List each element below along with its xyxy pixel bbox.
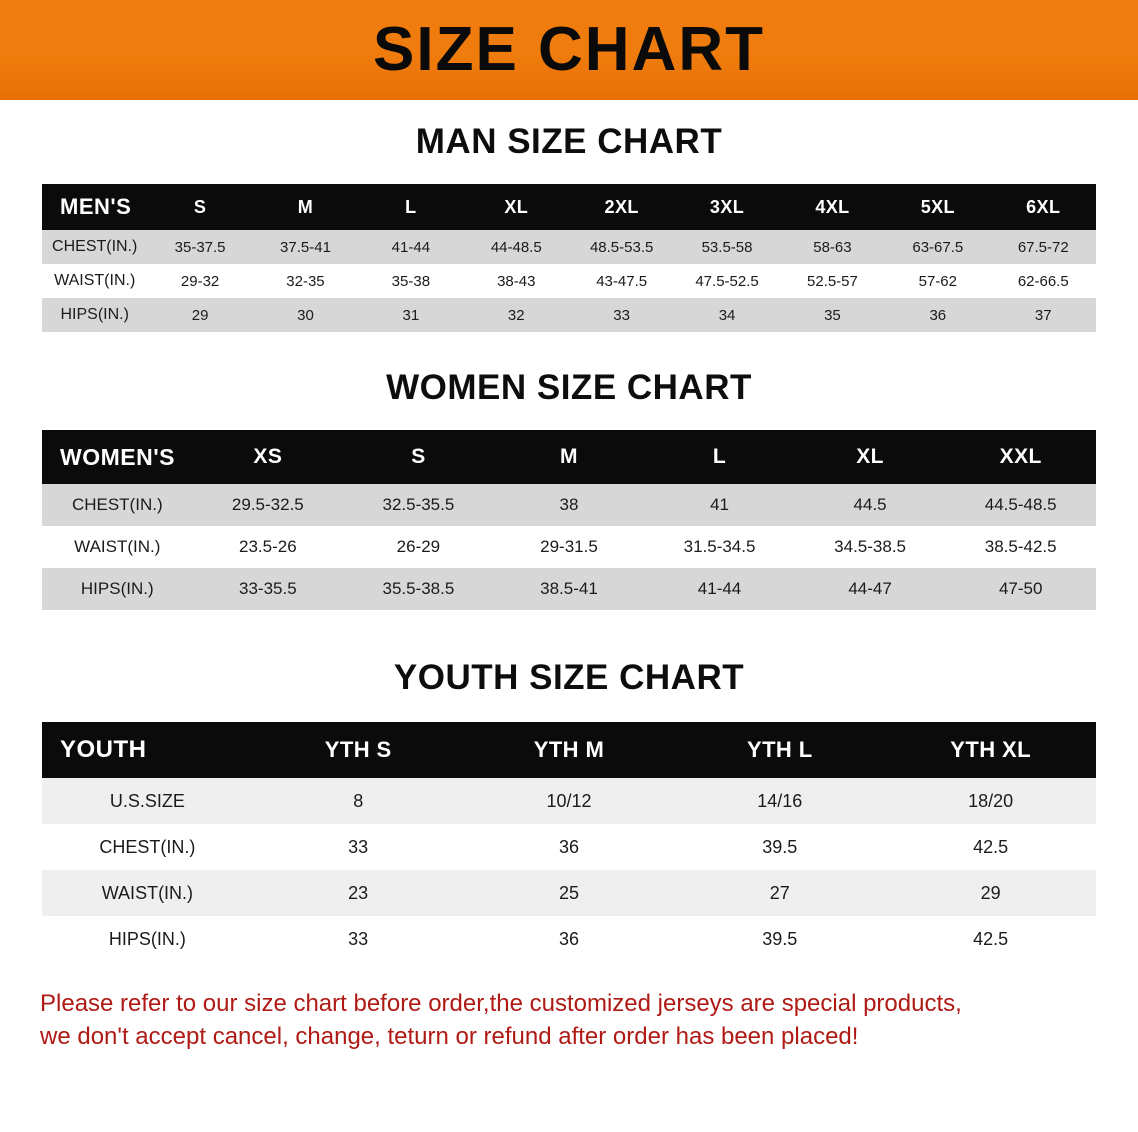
- women-waist-5: 38.5-42.5: [945, 526, 1096, 568]
- youth-ussize-2: 14/16: [674, 778, 885, 824]
- women-col-header-2: M: [494, 430, 645, 484]
- youth-row-label-ussize: U.S.SIZE: [42, 778, 253, 824]
- men-hips-0: 29: [147, 298, 252, 332]
- table-row: [42, 778, 1096, 824]
- table-row: [42, 298, 1096, 332]
- men-chest-6: 58-63: [780, 230, 885, 264]
- man-section-title: MAN SIZE CHART: [415, 122, 723, 161]
- men-hips-2: 31: [358, 298, 463, 332]
- men-waist-3: 38-43: [464, 264, 569, 298]
- women-chest-5: 44.5-48.5: [945, 484, 1096, 526]
- women-chest-0: 29.5-32.5: [193, 484, 344, 526]
- table-row: [42, 568, 1096, 610]
- men-chest-7: 63-67.5: [885, 230, 990, 264]
- youth-waist-3: 29: [885, 870, 1096, 916]
- men-chest-8: 67.5-72: [991, 230, 1096, 264]
- women-waist-2: 29-31.5: [494, 526, 645, 568]
- man-size-table: [42, 184, 1096, 332]
- order-policy-note: [40, 988, 1098, 1053]
- table-row: [42, 824, 1096, 870]
- men-waist-5: 47.5-52.5: [674, 264, 779, 298]
- youth-chest-0: 33: [253, 824, 464, 870]
- table-row: [42, 484, 1096, 526]
- table-row: [42, 526, 1096, 568]
- men-hips-5: 34: [674, 298, 779, 332]
- men-col-header-6: 4XL: [780, 184, 885, 230]
- women-hips-0: 33-35.5: [193, 568, 344, 610]
- women-hips-4: 44-47: [795, 568, 946, 610]
- youth-chest-1: 36: [464, 824, 675, 870]
- women-chest-4: 44.5: [795, 484, 946, 526]
- women-col-header-1: S: [343, 430, 494, 484]
- men-waist-0: 29-32: [147, 264, 252, 298]
- men-row-label-waist: WAIST(IN.): [42, 264, 147, 298]
- women-hips-2: 38.5-41: [494, 568, 645, 610]
- youth-hips-0: 33: [253, 916, 464, 962]
- men-col-header-4: 2XL: [569, 184, 674, 230]
- women-waist-4: 34.5-38.5: [795, 526, 946, 568]
- men-col-header-8: 6XL: [991, 184, 1096, 230]
- women-col-header-0: XS: [193, 430, 344, 484]
- men-col-header-7: 5XL: [885, 184, 990, 230]
- youth-col-header-3: YTH XL: [885, 722, 1096, 778]
- youth-size-table: [42, 722, 1096, 962]
- order-policy-note-line-1: Please refer to our size chart before order,the customized jerseys are special products,: [40, 990, 962, 1017]
- youth-row-label-chest: CHEST(IN.): [42, 824, 253, 870]
- women-size-table-wrap: [42, 430, 1096, 610]
- youth-row-label-waist: WAIST(IN.): [42, 870, 253, 916]
- size-chart-banner: [0, 0, 1138, 100]
- youth-corner-header: YOUTH: [42, 722, 253, 778]
- men-hips-3: 32: [464, 298, 569, 332]
- youth-ussize-3: 18/20: [885, 778, 1096, 824]
- women-hips-5: 47-50: [945, 568, 1096, 610]
- men-chest-1: 37.5-41: [253, 230, 358, 264]
- women-chest-3: 41: [644, 484, 795, 526]
- men-chest-5: 53.5-58: [674, 230, 779, 264]
- table-row: [42, 264, 1096, 298]
- men-waist-2: 35-38: [358, 264, 463, 298]
- youth-chest-2: 39.5: [674, 824, 885, 870]
- men-col-header-2: L: [358, 184, 463, 230]
- order-policy-note-line-2: we don't accept cancel, change, teturn or refund after order has been placed!: [40, 1022, 859, 1050]
- youth-col-header-1: YTH M: [464, 722, 675, 778]
- men-chest-0: 35-37.5: [147, 230, 252, 264]
- women-col-header-4: XL: [795, 430, 946, 484]
- women-section-title: WOMEN SIZE CHART: [386, 368, 752, 407]
- men-waist-6: 52.5-57: [780, 264, 885, 298]
- women-row-label-chest: CHEST(IN.): [42, 484, 193, 526]
- table-row: [42, 870, 1096, 916]
- women-size-table: [42, 430, 1096, 610]
- women-hips-3: 41-44: [644, 568, 795, 610]
- men-row-label-chest: CHEST(IN.): [42, 230, 147, 264]
- youth-waist-2: 27: [674, 870, 885, 916]
- women-waist-3: 31.5-34.5: [644, 526, 795, 568]
- youth-hips-2: 39.5: [674, 916, 885, 962]
- women-waist-0: 23.5-26: [193, 526, 344, 568]
- men-chest-3: 44-48.5: [464, 230, 569, 264]
- men-col-header-3: XL: [464, 184, 569, 230]
- men-chest-2: 41-44: [358, 230, 463, 264]
- men-hips-7: 36: [885, 298, 990, 332]
- youth-waist-0: 23: [253, 870, 464, 916]
- youth-ussize-1: 10/12: [464, 778, 675, 824]
- men-waist-7: 57-62: [885, 264, 990, 298]
- table-header-row: [42, 184, 1096, 230]
- men-col-header-5: 3XL: [674, 184, 779, 230]
- youth-hips-1: 36: [464, 916, 675, 962]
- men-hips-6: 35: [780, 298, 885, 332]
- youth-chest-3: 42.5: [885, 824, 1096, 870]
- women-waist-1: 26-29: [343, 526, 494, 568]
- table-header-row: [42, 722, 1096, 778]
- women-row-label-waist: WAIST(IN.): [42, 526, 193, 568]
- women-chest-1: 32.5-35.5: [343, 484, 494, 526]
- table-header-row: [42, 430, 1096, 484]
- youth-ussize-0: 8: [253, 778, 464, 824]
- men-waist-4: 43-47.5: [569, 264, 674, 298]
- men-row-label-hips: HIPS(IN.): [42, 298, 147, 332]
- table-row: [42, 916, 1096, 962]
- women-chest-2: 38: [494, 484, 645, 526]
- men-hips-8: 37: [991, 298, 1096, 332]
- women-row-label-hips: HIPS(IN.): [42, 568, 193, 610]
- table-row: [42, 230, 1096, 264]
- man-size-table-wrap: [42, 184, 1096, 332]
- men-hips-4: 33: [569, 298, 674, 332]
- women-corner-header: WOMEN'S: [42, 430, 193, 484]
- banner-title: SIZE CHART: [373, 15, 765, 84]
- women-hips-1: 35.5-38.5: [343, 568, 494, 610]
- youth-section-title: YOUTH SIZE CHART: [393, 658, 745, 697]
- men-waist-8: 62-66.5: [991, 264, 1096, 298]
- men-col-header-1: M: [253, 184, 358, 230]
- men-corner-header: MEN'S: [42, 184, 147, 230]
- youth-size-table-wrap: [42, 722, 1096, 962]
- youth-col-header-0: YTH S: [253, 722, 464, 778]
- women-col-header-3: L: [644, 430, 795, 484]
- men-waist-1: 32-35: [253, 264, 358, 298]
- men-hips-1: 30: [253, 298, 358, 332]
- youth-waist-1: 25: [464, 870, 675, 916]
- youth-row-label-hips: HIPS(IN.): [42, 916, 253, 962]
- men-chest-4: 48.5-53.5: [569, 230, 674, 264]
- women-col-header-5: XXL: [945, 430, 1096, 484]
- youth-col-header-2: YTH L: [674, 722, 885, 778]
- youth-hips-3: 42.5: [885, 916, 1096, 962]
- men-col-header-0: S: [147, 184, 252, 230]
